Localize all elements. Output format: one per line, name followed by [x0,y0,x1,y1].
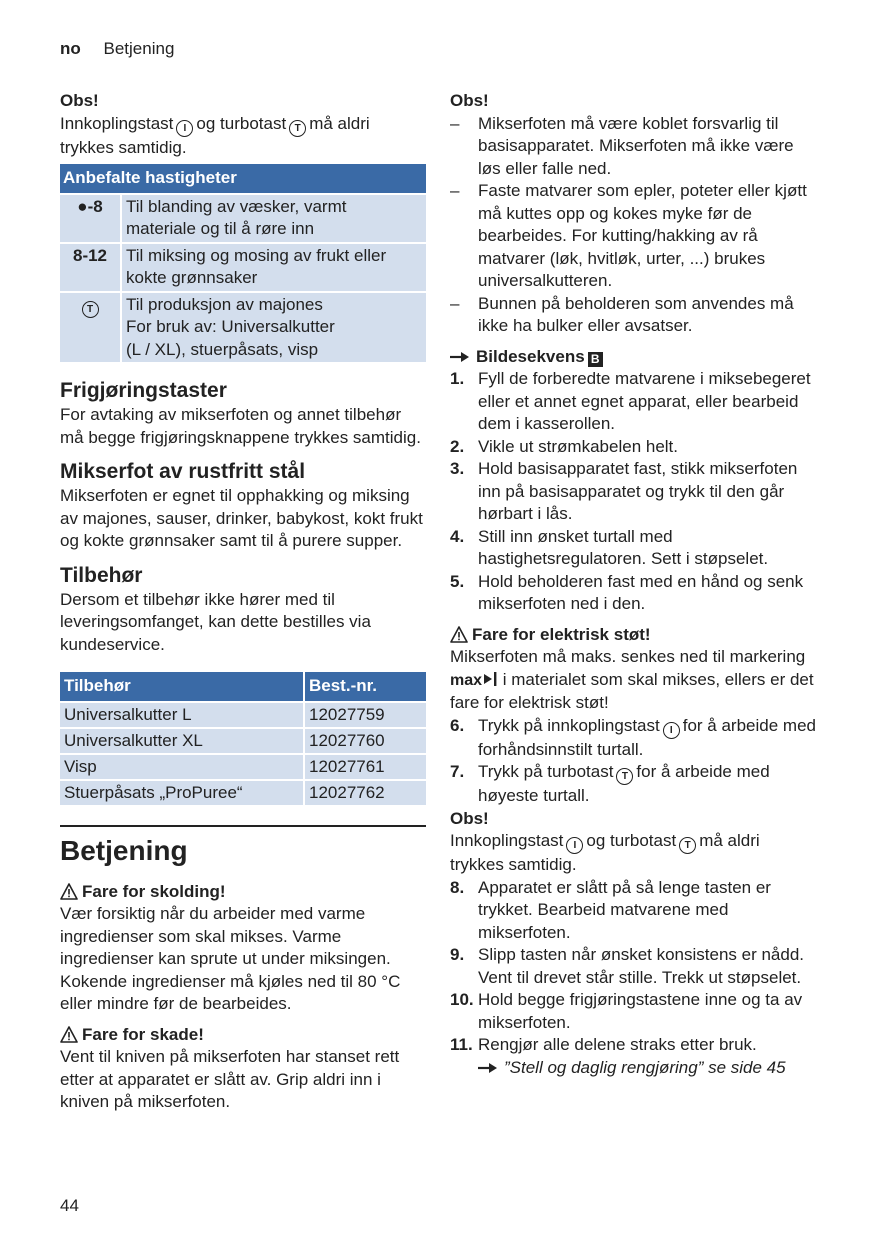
scald-warning-title: Fare for skolding! [60,881,426,904]
injury-warning-text: Vent til kniven på mikserfoten har stanset rett etter at apparatet er slått av. Grip aldri inn i kniven på mikserfoten. [60,1047,400,1111]
step-item: 6. Trykk på innkoplingstast I for å arbeide med forhåndsinnstilt turtall. [450,715,816,759]
table-row: Universalkutter L 12027759 [60,702,426,728]
list-item: – Faste matvarer som epler, poteter eller kjøtt må kuttes opp og kokes myke før de bearbeides. For kutting/hakking av rå matvarer (løk, hvitløk, urter, ...) brukes universalkutteren. [450,181,807,290]
blender-heading: Mikserfot av rustfritt stål [60,460,306,483]
blender-text: Mikserfoten er egnet til opphakking og miksing av majones, sauser, drinker, babykost, kokt frukt og kokte grønnsaker samt til å purere supper. [60,486,423,550]
left-column [60,90,426,1114]
max-marker-icon [483,672,498,686]
table-row [60,292,426,363]
max-marking: max [450,672,498,689]
obs-title: Obs! [450,91,489,110]
obs-text: Innkoplingstast I og turbotast T må aldri trykkes samtidig. [60,113,370,157]
speed-key [60,292,121,363]
table-row [60,194,426,243]
list-item: – Mikserfoten må være koblet forsvarlig til basisapparatet. Mikserfoten må ikke være løs eller falle ned. [450,113,794,178]
accessory-heading: Tilbehør [60,563,143,587]
power-button-icon: I [176,120,193,137]
header-title: Betjening [103,39,175,58]
step-item: 1. Fyll de forberedte matvarene i miksebegeret eller et annet egnet apparat, eller bearbeid dem i kasserollen. [450,369,811,433]
turbo-button-icon: T [289,120,306,137]
list-item: – Bunnen på beholderen som anvendes må ikke ha bulker eller avsatser. [450,293,794,335]
step-item: 2. Vikle ut strømkabelen helt. [450,436,678,456]
order-no-col-header: Best.-nr. [304,672,426,702]
power-button-icon: I [566,837,583,854]
speed-desc: Til blanding av væsker, varmt materiale og til å røre inn [121,194,426,243]
step-item: 11. Rengjør alle delene straks etter bruk. [450,1035,757,1054]
speed-desc: Til miksing og mosing av frukt eller kokte grønnsaker [121,243,426,292]
arrow-right-icon [478,1062,498,1074]
right-column [450,90,818,1079]
step-item: 8. Apparatet er slått på så lenge tasten er trykket. Bearbeid matvarene med mikserfoten. [450,877,771,942]
section-heading: Betjening [60,834,188,866]
speed-desc: Til produksjon av majones For bruk av: Universalkutter (L / XL), stuerpåsats, visp [121,292,426,363]
table-row: Visp 12027761 [60,754,426,780]
release-heading: Frigjøringstaster [60,379,227,402]
step-item: 7. Trykk på turbotast T for å arbeide med høyeste turtall. [450,762,770,805]
turbo-button-icon: T [679,837,696,854]
obs-title: Obs! [450,808,489,828]
image-sequence-ref: Bildesekvens B [450,346,818,369]
power-button-icon: I [663,722,680,739]
accessory-col-header: Tilbehør [60,672,304,702]
warning-icon [60,883,78,900]
language-code: no [60,39,81,58]
warning-icon [450,626,468,643]
step-item: 9. Slipp tasten når ønsket konsistens er nådd. Vent til drevet står stille. Trekk ut støpselet. [450,945,805,987]
table-row: Universalkutter XL 12027760 [60,728,426,754]
obs-text: Innkoplingstast I og turbotast T må aldri trykkes samtidig. [450,831,760,874]
speed-table [60,164,426,362]
shock-warning-title: Fare for elektrisk støt! [450,624,818,647]
arrow-right-icon [450,351,470,363]
shock-warning-text: Mikserfoten må maks. senkes ned til markering max i materialet som skal mikses, ellers er det fare for elektrisk støt! [450,647,814,712]
speed-key: 8-12 [60,243,121,292]
turbo-button-icon: T [616,768,633,785]
warning-icon [60,1026,78,1043]
step-item: 10. Hold begge frigjøringstastene inne og ta av mikserfoten. [450,990,803,1032]
injury-warning-title: Fare for skade! [60,1024,426,1047]
accessory-table [60,672,426,805]
speed-table-header: Anbefalte hastigheter [60,164,426,194]
table-row: Stuerpåsats „ProPuree“ 12027762 [60,780,426,805]
page-number: 44 [60,1196,79,1215]
turbo-button-icon: T [82,301,99,318]
speed-key: ●-8 [60,194,121,243]
scald-warning-text: Vær forsiktig når du arbeider med varme ingredienser som skal mikses. Varme ingredienser kan sprute ut under miksingen. Kokende ingredienser må kjøles ned til 80 °C eller mindre før de bearbeides. [60,904,401,1013]
page-header [60,39,174,59]
sequence-badge: B [588,352,603,367]
step-item: 4. Still inn ønsket turtall med hastighetsregulatoren. Sett i støpselet. [450,526,769,568]
accessory-text: Dersom et tilbehør ikke hører med til leveringsomfanget, kan dette bestilles via kundeservice. [60,589,371,654]
release-text: For avtaking av mikserfoten og annet tilbehør må begge frigjøringsknappene trykkes samtidig. [60,405,421,447]
step-item: 5. Hold beholderen fast med en hånd og senk mikserfoten ned i den. [450,571,804,613]
cross-reference[interactable]: ”Stell og daglig rengjøring” se side 45 [450,1057,818,1080]
table-row [60,243,426,292]
step-item: 3. Hold basisapparatet fast, stikk mikserfoten inn på basisapparatet og trykk til den går hørbart i lås. [450,459,798,523]
obs-title: Obs! [60,91,99,110]
